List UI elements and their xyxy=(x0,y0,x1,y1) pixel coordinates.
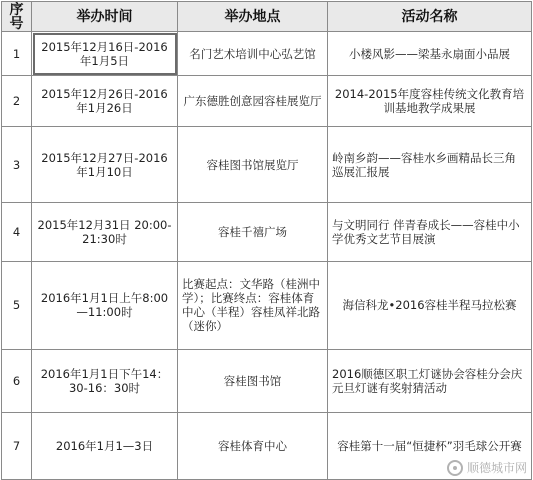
row-activity: 容桂第十一届“恒捷杯”羽毛球公开赛 xyxy=(328,412,532,479)
table-row xyxy=(2,126,532,202)
row-index: 7 xyxy=(2,412,32,479)
row-activity: 小楼风影——梁基永扇面小品展 xyxy=(328,32,532,76)
header-row xyxy=(2,2,532,32)
row-location: 广东德胜创意园容桂展览厅 xyxy=(178,76,328,126)
row-activity: 与文明同行 伴青春成长——容桂中小学优秀文艺节目展演 xyxy=(328,203,532,261)
row-index: 4 xyxy=(2,203,32,261)
row-time: 2015年12月31日 20:00-21:30时 xyxy=(32,203,178,261)
row-index: 1 xyxy=(2,32,32,76)
table-row xyxy=(2,350,532,412)
events-table xyxy=(1,1,532,480)
row-location: 容桂图书馆展览厅 xyxy=(178,126,328,202)
row-time: 2016年1月1日上午8:00—11:00时 xyxy=(32,261,178,350)
row-location: 名门艺术培训中心弘艺馆 xyxy=(178,32,328,76)
header-activity: 活动名称 xyxy=(328,2,532,32)
table-row xyxy=(2,412,532,479)
row-time: 2015年12月27日-2016年1月10日 xyxy=(32,126,178,202)
row-time: 2015年12月26日-2016年1月26日 xyxy=(32,76,178,126)
row-location: 容桂体育中心 xyxy=(178,412,328,479)
row-time: 2016年1月1日下午14：30-16：30时 xyxy=(32,350,178,412)
row-activity: 2014-2015年度容桂传统文化教育培训基地教学成果展 xyxy=(328,76,532,126)
table-row xyxy=(2,32,532,76)
row-location: 比赛起点：文华路（桂洲中学）；比赛终点：容桂体育中心（半程）容桂凤祥北路（迷你） xyxy=(178,261,328,350)
row-index: 2 xyxy=(2,76,32,126)
table-row xyxy=(2,203,532,261)
row-index: 5 xyxy=(2,261,32,350)
row-index: 6 xyxy=(2,350,32,412)
row-index: 3 xyxy=(2,126,32,202)
header-time: 举办时间 xyxy=(32,2,178,32)
row-activity: 海信科龙•2016容桂半程马拉松赛 xyxy=(328,261,532,350)
row-location: 容桂千禧广场 xyxy=(178,203,328,261)
row-activity: 岭南乡韵——容桂水乡画精品长三角巡展汇报展 xyxy=(328,126,532,202)
row-location: 容桂图书馆 xyxy=(178,350,328,412)
header-index: 序号 xyxy=(2,2,32,32)
header-location: 举办地点 xyxy=(178,2,328,32)
table-row xyxy=(2,76,532,126)
row-activity: 2016顺德区职工灯谜协会容桂分会庆元旦灯谜有奖射猜活动 xyxy=(328,350,532,412)
watermark-text: 顺德城市网 xyxy=(466,461,527,475)
table-row xyxy=(2,261,532,350)
row-time: 2015年12月16日-2016年1月5日 xyxy=(32,32,178,76)
row-time: 2016年1月1—3日 xyxy=(32,412,178,479)
